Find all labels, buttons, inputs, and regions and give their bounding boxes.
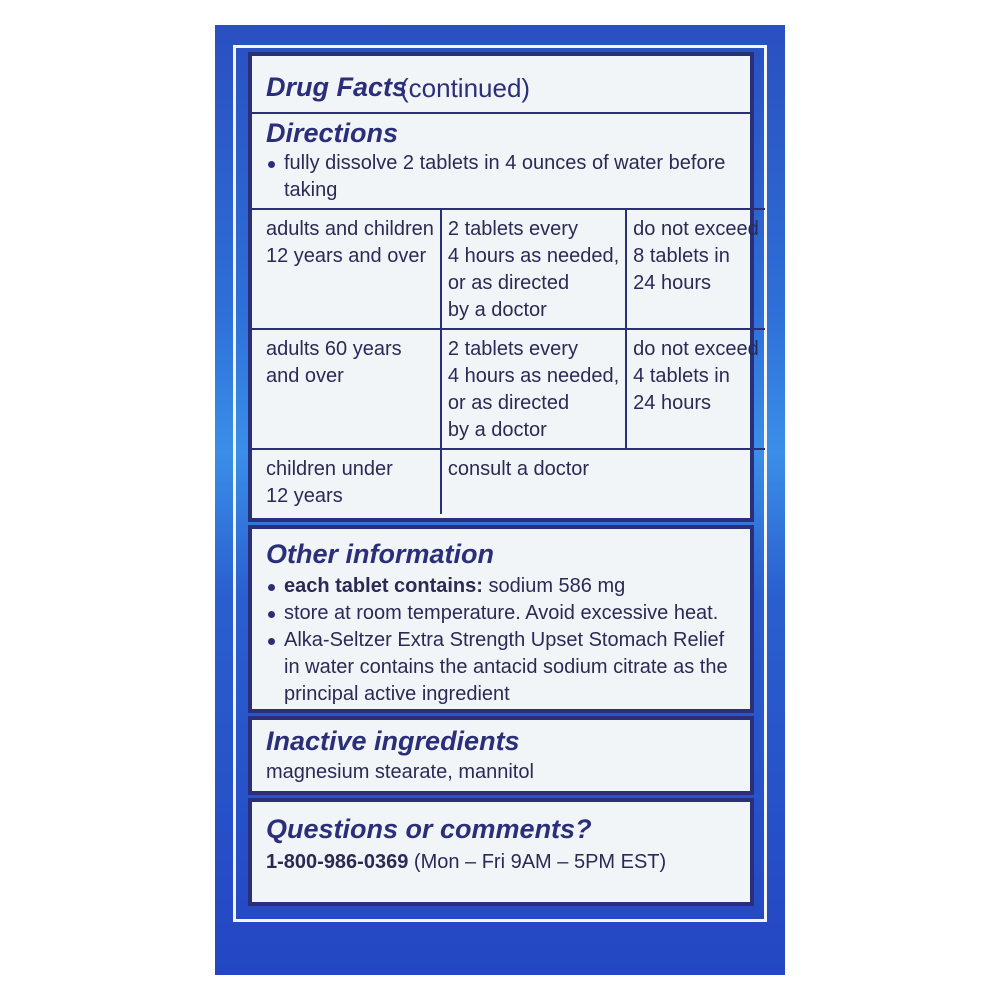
limit-cell: [626, 329, 765, 449]
phone-hours: (Mon – Fri 9AM – 5PM EST): [413, 851, 667, 873]
inactive-ingredients-text: magnesium stearate, mannitol: [266, 761, 534, 783]
other-bullet-2: store at room temperature. Avoid excessive heat.: [284, 600, 718, 627]
phone-number: 1-800-986-0369: [266, 851, 409, 873]
other-bullet-3-line2: in water contains the antacid sodium citrate as the: [284, 656, 728, 678]
questions-heading: Questions or comments?: [266, 814, 592, 844]
package-back: [215, 25, 785, 975]
who-cell: [252, 329, 441, 449]
cell-text: 24 hours: [633, 392, 711, 414]
cell-text: by a doctor: [447, 419, 547, 441]
cell-text: children under: [266, 458, 393, 480]
tablet-contains-label: each tablet contains:: [284, 575, 483, 597]
directions-bullet-line1: fully dissolve 2 tablets in 4 ounces of water before: [284, 150, 725, 177]
cell-text: 4 hours as needed,: [447, 245, 620, 267]
cell-text: do not exceed: [633, 338, 759, 360]
cell-text: by a doctor: [447, 299, 547, 321]
drug-facts-title: Drug Facts: [266, 72, 408, 102]
cell-text: 2 tablets every: [447, 218, 578, 240]
cell-text: or as directed: [447, 272, 570, 294]
dose-cell: [441, 449, 765, 514]
directions-bullet-line2: taking: [284, 179, 338, 201]
who-cell: [252, 209, 441, 329]
inactive-ingredients-panel: [248, 716, 754, 795]
cell-text: adults 60 years: [266, 338, 402, 360]
dose-cell: [441, 209, 626, 329]
cell-text: 4 hours as needed,: [447, 365, 620, 387]
questions-contact: [266, 849, 666, 876]
table-row: [252, 329, 765, 449]
other-information-heading: Other information: [266, 539, 494, 569]
questions-panel: [248, 798, 754, 906]
inactive-ingredients-heading: Inactive ingredients: [266, 726, 520, 756]
limit-cell: [626, 209, 765, 329]
drug-facts-continued: (continued): [400, 73, 531, 103]
other-bullet-3-line3: principal active ingredient: [284, 683, 510, 705]
table-row: [252, 209, 765, 329]
cell-text: 24 hours: [633, 272, 711, 294]
cell-text: 12 years and over: [266, 245, 427, 267]
who-cell: [252, 449, 441, 514]
directions-heading: Directions: [266, 118, 399, 148]
tablet-contains-value: sodium 586 mg: [488, 575, 626, 597]
other-bullet-3-line1: Alka-Seltzer Extra Strength Upset Stomach Relief: [284, 627, 724, 654]
table-row: [252, 449, 765, 514]
cell-text: do not exceed: [633, 218, 759, 240]
cell-text: and over: [266, 365, 344, 387]
drug-facts-title-row: [252, 56, 750, 114]
other-information-panel: [248, 525, 754, 713]
cell-text: adults and children: [266, 218, 434, 240]
cell-text: or as directed: [447, 392, 570, 414]
directions-panel: [248, 52, 759, 522]
cell-text: 8 tablets in: [633, 245, 730, 267]
cell-text: 12 years: [266, 485, 343, 507]
dose-cell: [441, 329, 626, 449]
cell-text: 4 tablets in: [633, 365, 730, 387]
cell-text: consult a doctor: [447, 458, 590, 480]
dosage-table: [252, 208, 765, 514]
cell-text: 2 tablets every: [447, 338, 578, 360]
other-bullet-1: [284, 573, 625, 600]
